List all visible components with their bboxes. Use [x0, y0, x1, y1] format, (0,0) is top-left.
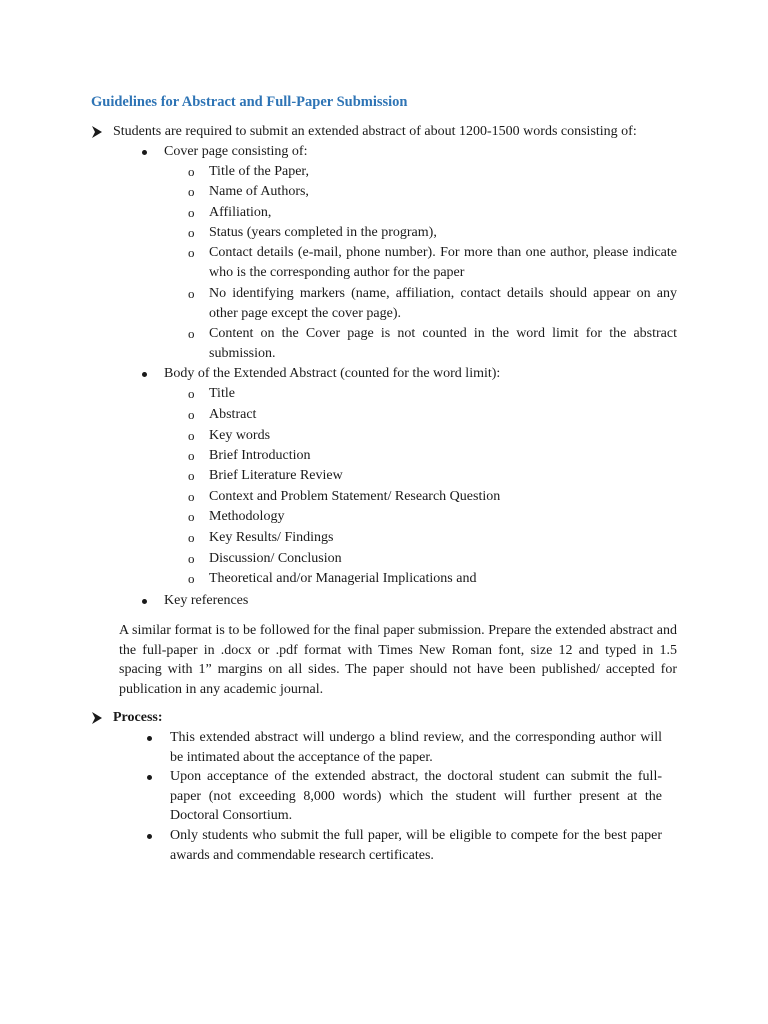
cover-item: Title of the Paper,: [209, 164, 310, 179]
body-item: Brief Introduction: [209, 448, 311, 463]
bullet-dot: [147, 775, 152, 780]
sub-bullet-marker: o: [188, 428, 195, 443]
intro-text: Students are required to submit an extended abstract of about 1200-1500 words consisting of:: [113, 124, 637, 139]
sub-bullet-marker: o: [188, 489, 195, 504]
sub-bullet-marker: o: [188, 326, 195, 341]
body-item: Methodology: [209, 509, 285, 524]
sub-bullet-marker: o: [188, 571, 195, 586]
sub-bullet-marker: o: [188, 286, 195, 301]
process-label: Process:: [113, 710, 163, 725]
cover-item: Status (years completed in the program),: [209, 225, 437, 240]
cover-label: Cover page consisting of:: [164, 144, 308, 159]
bullet-dot: [142, 599, 147, 604]
arrow-bullet-icon: [91, 122, 105, 142]
body-item: Abstract: [209, 407, 257, 422]
process-item: Only students who submit the full paper, will be eligible to compete for the best paper awards and commendable research certificates.: [170, 828, 662, 863]
sub-bullet-marker: o: [188, 245, 195, 260]
bullet-dot: [147, 736, 152, 741]
sub-bullet-marker: o: [188, 164, 195, 179]
key-references: Key references: [164, 593, 249, 608]
body-item: Title: [209, 386, 235, 401]
cover-item: Name of Authors,: [209, 184, 309, 199]
cover-item: Contact details (e-mail, phone number). For more than one author, please indicate who is the corresponding author for the paper: [209, 245, 677, 280]
sub-bullet-marker: o: [188, 225, 195, 240]
sub-bullet-marker: o: [188, 184, 195, 199]
body-item: Discussion/ Conclusion: [209, 551, 342, 566]
sub-bullet-marker: o: [188, 407, 195, 422]
body-item: Context and Problem Statement/ Research Question: [209, 489, 501, 504]
sub-bullet-marker: o: [188, 468, 195, 483]
bullet-dot: [142, 372, 147, 377]
body-item: Key Results/ Findings: [209, 530, 334, 545]
bullet-dot: [142, 150, 147, 155]
body-item: Brief Literature Review: [209, 468, 343, 483]
cover-item: No identifying markers (name, affiliation, contact details should appear on any other page except the cover page).: [209, 286, 677, 321]
format-paragraph: A similar format is to be followed for the final paper submission. Prepare the extended abstract and the full-paper in .docx or .pdf format with Times New Roman font, size 12 and typed in 1.5 spacing with 1” margins on all sides. The paper should not have been published/ accepted for publication in any academic journal.: [119, 623, 677, 697]
sub-bullet-marker: o: [188, 448, 195, 463]
body-item: Key words: [209, 428, 271, 443]
sub-bullet-marker: o: [188, 530, 195, 545]
sub-bullet-marker: o: [188, 205, 195, 220]
body-item: Theoretical and/or Managerial Implications and: [209, 571, 477, 586]
arrow-bullet-icon: [91, 708, 105, 728]
bullet-dot: [147, 834, 152, 839]
document-title: Guidelines for Abstract and Full-Paper Submission: [91, 94, 408, 110]
sub-bullet-marker: o: [188, 551, 195, 566]
cover-item: Content on the Cover page is not counted in the word limit for the abstract submission.: [209, 326, 677, 361]
process-item: Upon acceptance of the extended abstract, the doctoral student can submit the full-paper (not exceeding 8,000 words) which the student will further present at the Doctoral Consortium.: [170, 769, 662, 823]
sub-bullet-marker: o: [188, 386, 195, 401]
cover-item: Affiliation,: [209, 205, 272, 220]
body-label: Body of the Extended Abstract (counted for the word limit):: [164, 366, 501, 381]
sub-bullet-marker: o: [188, 509, 195, 524]
process-item: This extended abstract will undergo a blind review, and the corresponding author will be intimated about the acceptance of the paper.: [170, 730, 662, 765]
